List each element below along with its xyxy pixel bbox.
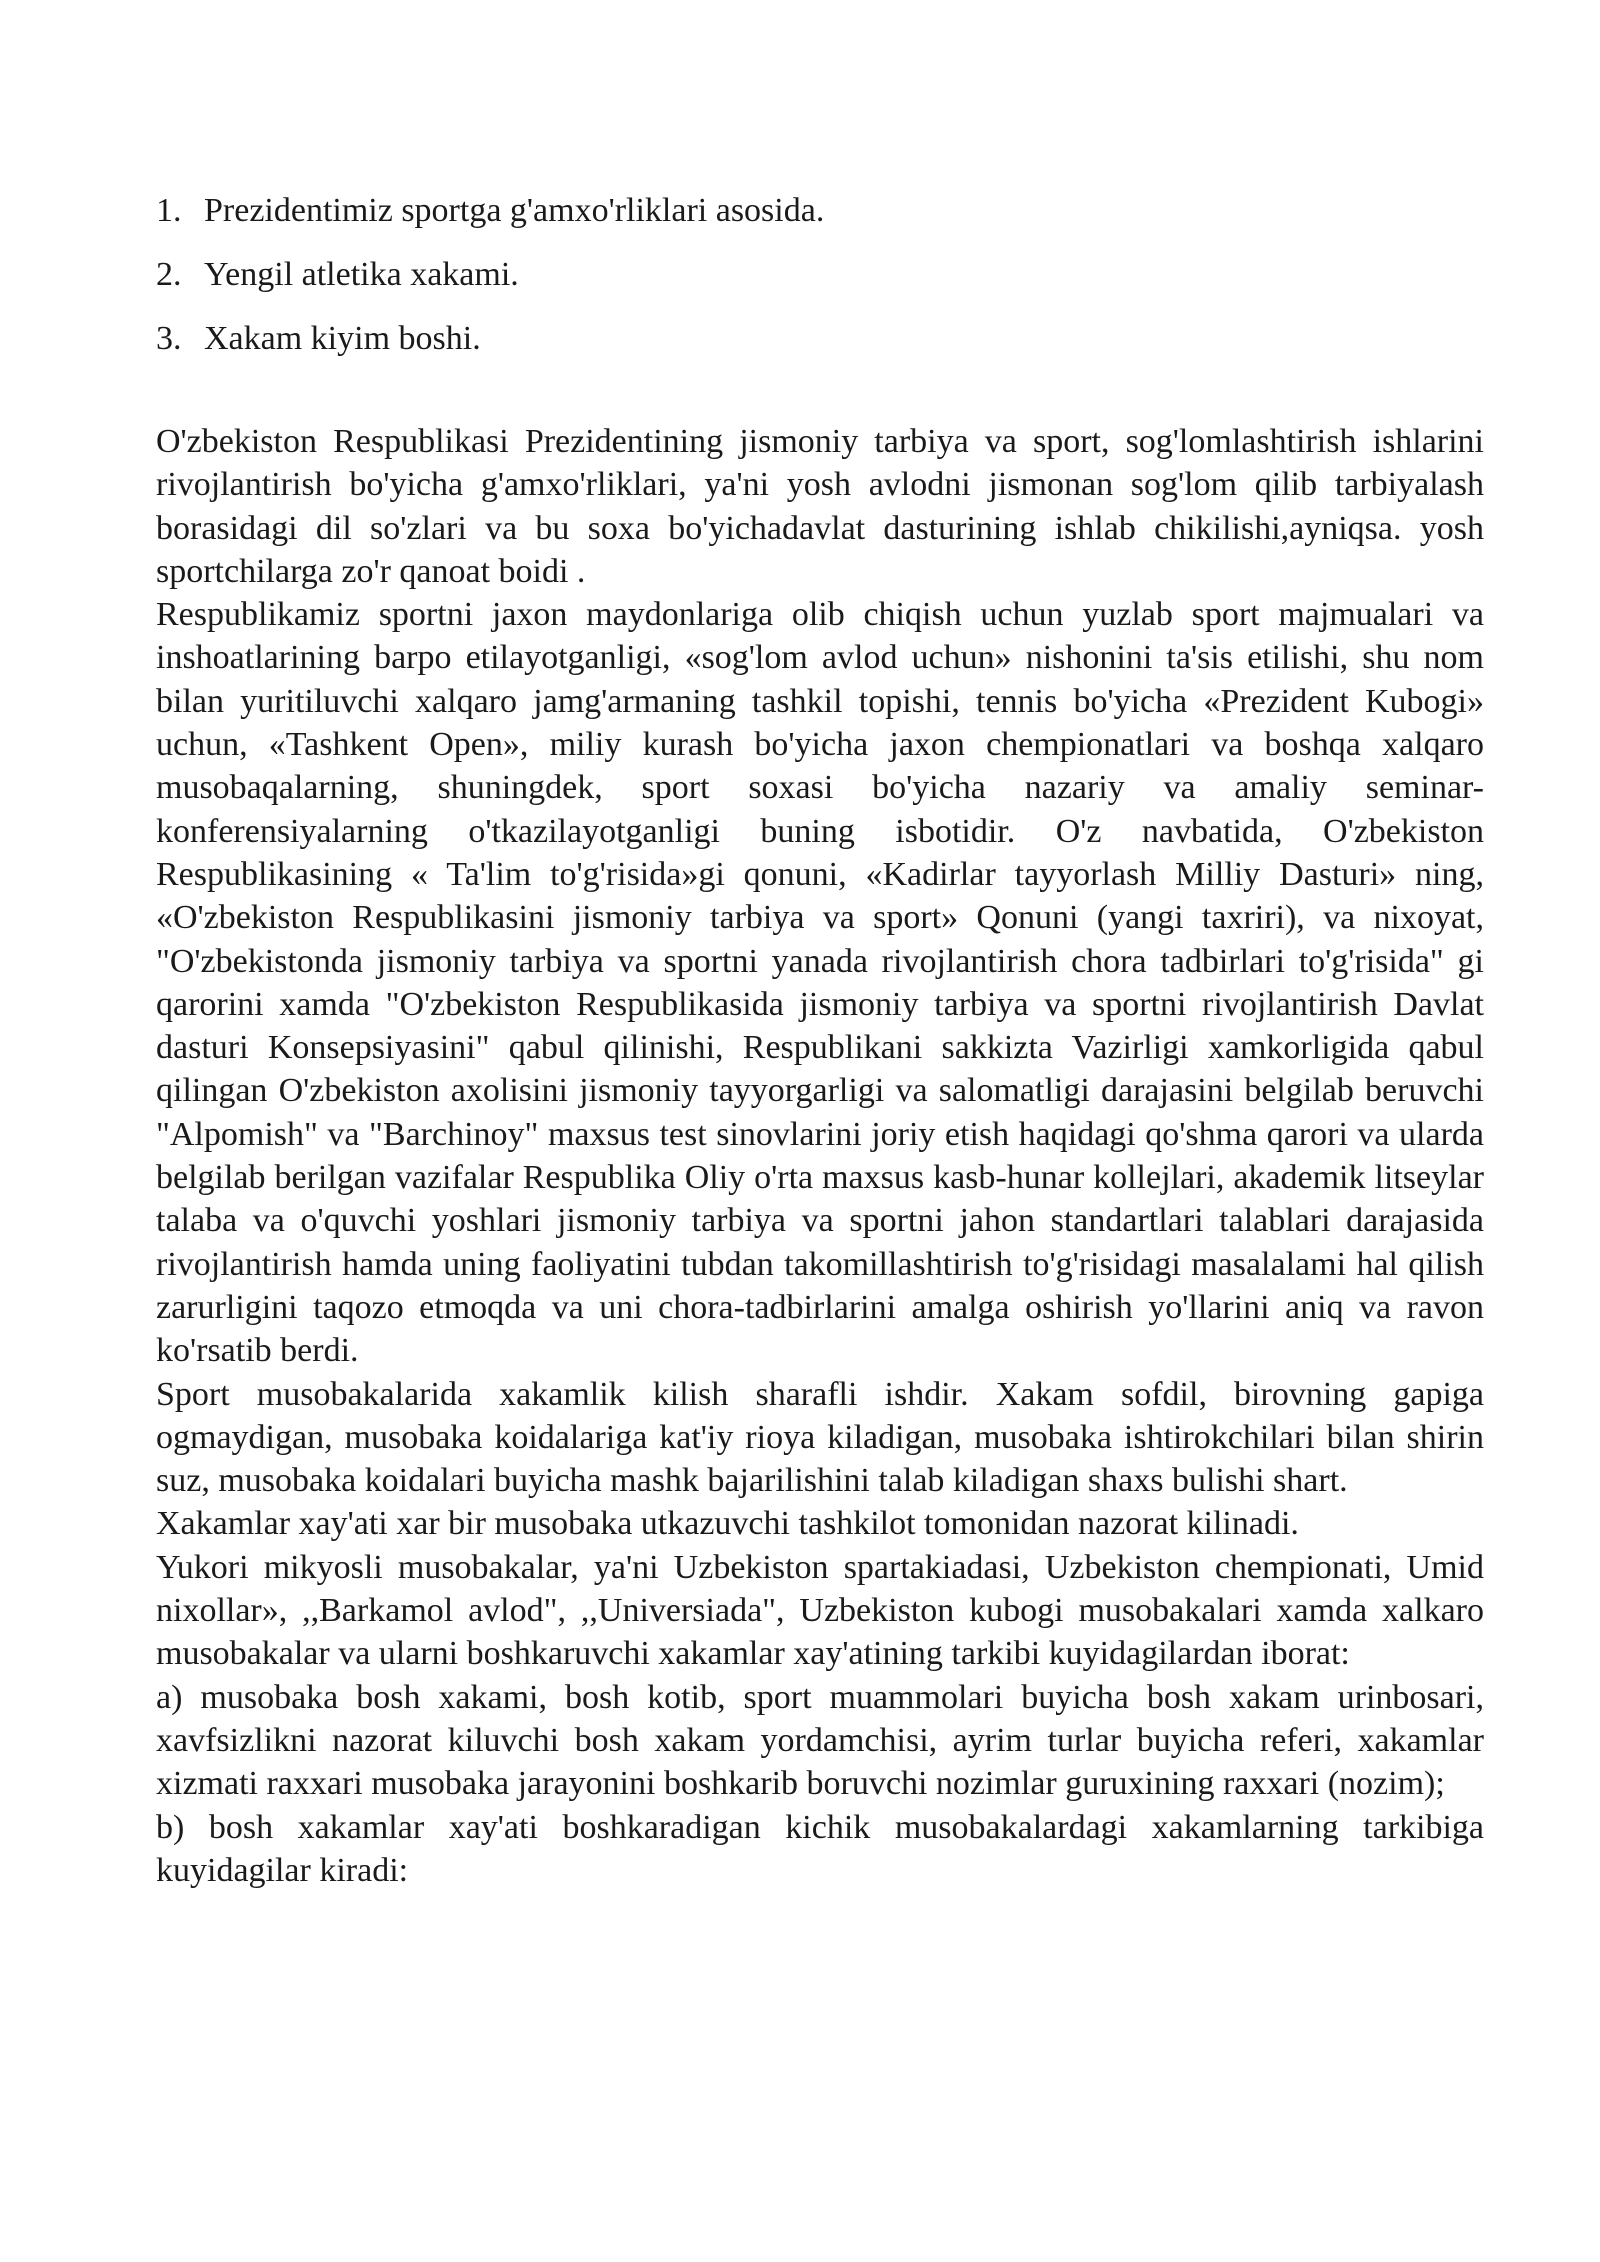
document-page: [156, 190, 1484, 1892]
topic-outline: [156, 190, 1484, 360]
body-text: [156, 420, 1484, 1892]
paragraph-jury-control: Xakamlar xay'ati xar bir musobaka utkazuvchi tashkilot tomonidan nazorat kilinadi.: [156, 1505, 1299, 1543]
outline-text: Prezidentimiz sportga g'amxo'rliklari asosida.: [204, 192, 825, 229]
outline-number: 1.: [156, 192, 182, 229]
paragraph-item-b: b) bosh xakamlar xay'ati boshkaradigan kichik musobakalardagi xakamlarning tarkibiga kuyidagilar kiradi:: [156, 1808, 1484, 1889]
outline-number: 2.: [156, 256, 182, 293]
paragraph-intro: O'zbekiston Respublikasi Prezidentining jismoniy tarbiya va sport, sog'lomlashtirish ishlarini rivojlantirish bo'yicha g'amxo'rliklari, ya'ni yosh avlodni jismonan sog'lom qilib tarbiyalash borasidagi dil so'zlari va bu soxa bo'yichadavlat dasturining ishlab chikilishi,ayniqsa. yosh sportchilarga zo'r qanoat boidi .: [156, 423, 1484, 590]
outline-text: Xakam kiyim boshi.: [204, 320, 481, 357]
outline-text: Yengil atletika xakami.: [204, 256, 519, 293]
paragraph-referee-honor: Sport musobakalarida xakamlik kilish sharafli ishdir. Xakam sofdil, birovning gapiga ogmaydigan, musobaka koidalariga kat'iy rioya kiladigan, musobaka ishtirokchilari bilan shirin suz, musobaka koidalari buyicha mashk bajarilishini talab kiladigan shaxs bulishi shart.: [156, 1375, 1484, 1500]
paragraph-item-a: a) musobaka bosh xakami, bosh kotib, sport muammolari buyicha bosh xakam urinbosari, xavfsizlikni nazorat kiluvchi bosh xakam yordamchisi, ayrim turlar buyicha referi, xakamlar xizmati raxxari musobaka jarayonini boshkarib boruvchi nozimlar guruxining raxxari (nozim);: [156, 1678, 1484, 1803]
paragraph-republic-sport: Respublikamiz sportni jaxon maydonlariga olib chiqish uchun yuzlab sport majmualari va inshoatlarining barpo etilayotganligi, «sog'lom avlod uchun» nishonini ta'sis etilishi, shu nom bilan yuritiluvchi xalqaro jamg'armaning tashkil topishi, tennis bo'yicha «Prezident Kubogi» uchun, «Tashkent Open», miliy kurash bo'yicha jaxon chempionatlari va boshqa xalqaro musobaqalarning, shuningdek, sport soxasi bo'yicha nazariy va amaliy seminar-konferensiyalarning o'tkazilayotganligi buning isbotidir. O'z navbatida, O'zbekiston Respublikasining « Ta'lim to'g'risida»gi qonuni, «Kadirlar tayyorlash Milliy Dasturi» ning, «O'zbekiston Respublikasini jismoniy tarbiya va sport» Qonuni (yangi taxriri), va nixoyat, "O'zbekistonda jismoniy tarbiya va sportni yanada rivojlantirish chora tadbirlari to'g'risida" gi qarorini xamda "O'zbekiston Respublikasida jismoniy tarbiya va sportni rivojlantirish Davlat dasturi Konsepsiyasini" qabul qilinishi, Respublikani sakkizta Vazirligi xamkorligida qabul qilingan O'zbekiston axolisini jismoniy tayyorgarligi va salomatligi darajasini belgilab beruvchi "Alpomish" va "Barchinoy" maxsus test sinovlarini joriy etish haqidagi qo'shma qarori va ularda belgilab berilgan vazifalar Respublika Oliy o'rta maxsus kasb-hunar kollejlari, akademik litseylar talaba va o'quvchi yoshlari jismoniy tarbiya va sportni jahon standartlari talablari darajasida rivojlantirish hamda uning faoliyatini tubdan takomillashtirish to'g'risidagi masalalami hal qilish zarurligini taqozo etmoqda va uni chora-tadbirlarini amalga oshirish yo'llarini aniq va ravon ko'rsatib berdi.: [156, 596, 1484, 1370]
outline-item: [156, 254, 1484, 296]
outline-item: [156, 318, 1484, 360]
outline-number: 3.: [156, 320, 182, 357]
outline-item: [156, 190, 1484, 232]
paragraph-high-level-competitions: Yukori mikyosli musobakalar, ya'ni Uzbekiston spartakiadasi, Uzbekiston chempionati, Umid nixollar», ,,Barkamol avlod", ,,Universiada", Uzbekiston kubogi musobakalari xamda xalkaro musobakalar va ularni boshkaruvchi xakamlar xay'atining tarkibi kuyidagilardan iborat:: [156, 1548, 1484, 1673]
